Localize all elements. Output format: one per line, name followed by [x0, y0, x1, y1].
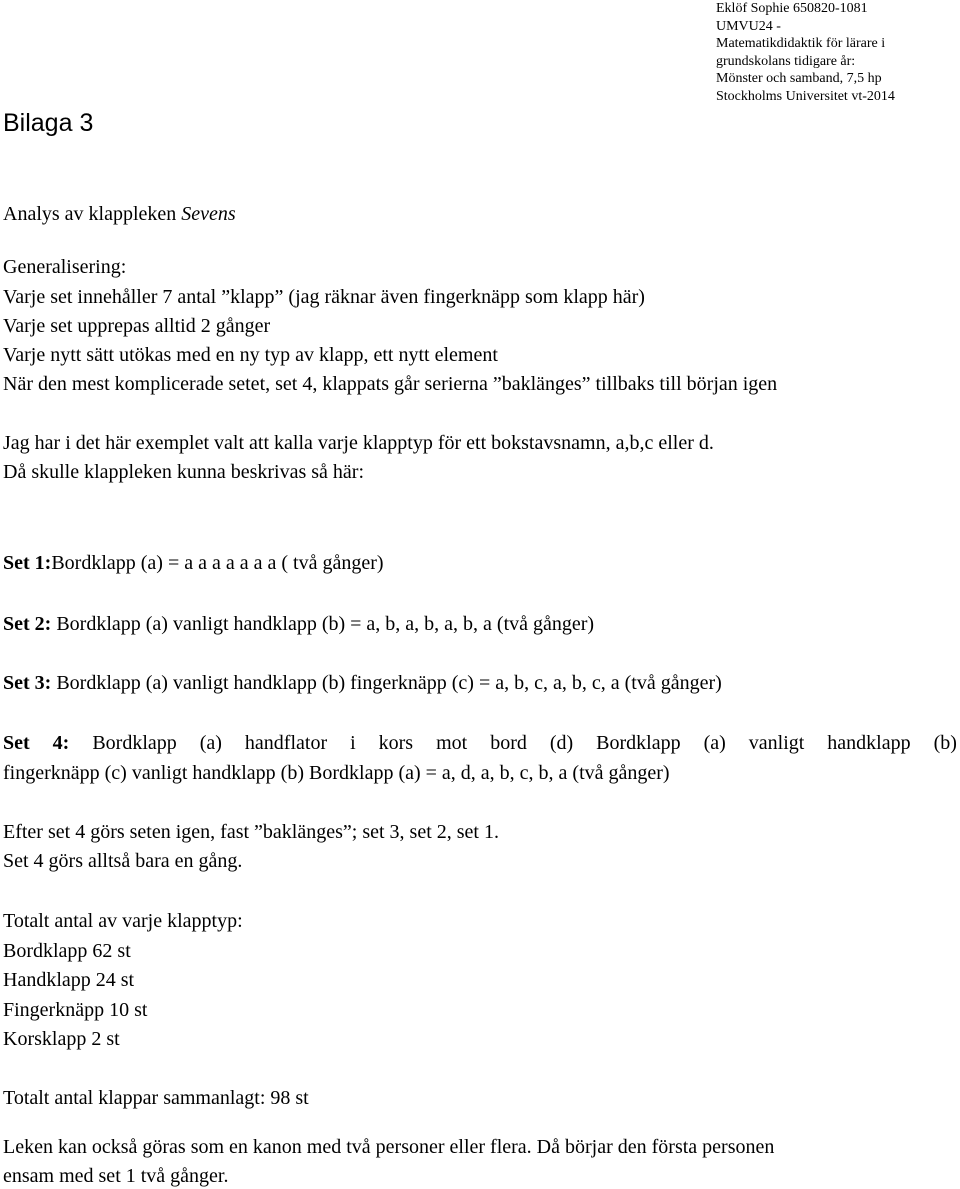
document-title [3, 202, 236, 226]
set-word: bord [490, 732, 527, 754]
set-label: Set 2: [3, 613, 52, 635]
set-word: Bordklapp [596, 732, 681, 754]
set-word: i [350, 732, 356, 754]
efter-line: Efter set 4 görs seten igen, fast ”baklänges”; set 3, set 2, set 1. [3, 821, 499, 843]
set-word: (a) [703, 732, 726, 754]
title-game-name: Sevens [181, 203, 236, 225]
header-line: Mönster och samband, 7,5 hp [716, 71, 882, 86]
totalt-heading: Totalt antal av varje klapptyp: [3, 910, 243, 932]
set-description: Bordklapp (a) vanligt handklapp (b) = a, b, a, b, a, b, a (två gånger) [51, 613, 595, 635]
set-3 [3, 671, 722, 695]
generalisering-line: Varje set upprepas alltid 2 gånger [3, 315, 271, 337]
set-word: vanligt [748, 732, 805, 754]
document-header [716, 0, 895, 105]
title-text: Analys av klappleken [3, 203, 182, 225]
set-description: Bordklapp (a) vanligt handklapp (b) fingerknäpp (c) = a, b, c, a, b, c, a (två gånger) [51, 672, 722, 694]
set-word: (d) [549, 732, 574, 754]
set-4-line-1 [3, 731, 957, 755]
totalt-item: Bordklapp 62 st [3, 940, 131, 962]
set-label: Set 1: [3, 552, 52, 574]
generalisering-line: Varje nytt sätt utökas med en ny typ av klapp, ett nytt element [3, 344, 498, 366]
header-line: Stockholms Universitet vt-2014 [716, 88, 895, 104]
header-line: Eklöf Sophie 650820-1081 [716, 1, 868, 16]
set-word: (b) [933, 732, 957, 754]
header-line: UMVU24 - [716, 18, 781, 34]
intro-line: Jag har i det här exemplet valt att kalla varje klapptyp för ett bokstavsnamn, a,b,c eller d. [3, 432, 714, 454]
set-1 [3, 551, 384, 575]
totalt-item: Fingerknäpp 10 st [3, 999, 148, 1021]
set-word: handklapp [827, 732, 911, 754]
set-label: Set [3, 732, 30, 754]
set-word: (a) [199, 732, 222, 754]
set-4-line-2: fingerknäpp (c) vanligt handklapp (b) Bordklapp (a) = a, d, a, b, c, b, a (två gånger) [3, 762, 670, 784]
totalt-item: Handklapp 24 st [3, 969, 135, 991]
generalisering-heading: Generalisering: [3, 256, 127, 278]
kanon-line: Leken kan också göras som en kanon med två personer eller flera. Då börjar den första personen [3, 1136, 775, 1158]
set-label: Set 3: [3, 672, 52, 694]
efter-line: Set 4 görs alltså bara en gång. [3, 850, 243, 872]
totalt-item: Korsklapp 2 st [3, 1028, 120, 1050]
appendix-label: Bilaga 3 [3, 109, 94, 137]
set-word: mot [436, 732, 468, 754]
header-line: Matematikdidaktik för lärare i [716, 36, 886, 51]
kanon-line: ensam med set 1 två gånger. [3, 1165, 229, 1187]
set-word: Bordklapp [92, 732, 177, 754]
intro-line: Då skulle klappleken kunna beskrivas så här: [3, 461, 365, 483]
generalisering-line: Varje set innehåller 7 antal ”klapp” (jag räknar även fingerknäpp som klapp här) [3, 286, 645, 308]
set-word: kors [378, 732, 414, 754]
header-line: grundskolans tidigare år: [716, 53, 856, 69]
set-number: 4: [52, 732, 70, 754]
generalisering-line: När den mest komplicerade setet, set 4, klappats går serierna ”baklänges” tillbaks till början igen [3, 373, 778, 395]
set-word: handflator [244, 732, 328, 754]
set-description: Bordklapp (a) = a a a a a a a ( två gånger) [51, 552, 384, 574]
set-2 [3, 612, 594, 636]
sammanlagt-line: Totalt antal klappar sammanlagt: 98 st [3, 1087, 309, 1109]
